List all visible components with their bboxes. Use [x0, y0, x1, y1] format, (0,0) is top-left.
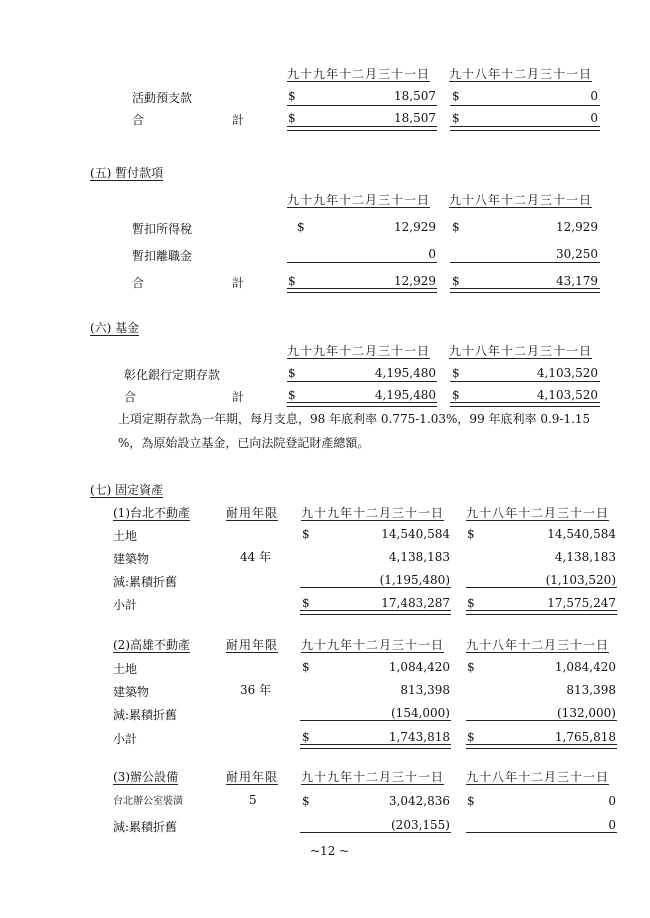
value-prev: 1,765,818 — [554, 730, 616, 744]
useful-life: 44 年 — [240, 550, 272, 564]
fund-note-line1: 上項定期存款為一年期，每月支息，98 年底利率 0.775-1.03%，99 年底利率 0.9-1.15 — [118, 412, 591, 426]
value-cur: 18,507 — [394, 89, 436, 103]
value-cur: 17,483,287 — [381, 596, 450, 610]
currency-symbol: $ — [302, 660, 310, 674]
value-cur: 1,743,818 — [388, 730, 450, 744]
value-prev: 4,138,183 — [554, 550, 616, 564]
currency-symbol: $ — [452, 366, 460, 380]
row-label: 土地 — [113, 529, 138, 543]
value-prev: 0 — [590, 89, 598, 103]
row-label: 減:累積折舊 — [113, 708, 178, 722]
value-prev: 1,084,420 — [554, 660, 616, 674]
value-prev: 43,179 — [556, 274, 598, 288]
currency-symbol: $ — [288, 366, 296, 380]
total-label-2: 計 — [232, 113, 245, 127]
currency-symbol: $ — [297, 220, 305, 234]
life-header: 耐用年限 — [226, 638, 279, 652]
useful-life: 5 — [249, 793, 257, 807]
total-double-rule — [287, 288, 437, 293]
currency-symbol: $ — [467, 596, 475, 610]
prepaid-col2-header: 九十八年十二月三十一日 — [449, 193, 593, 207]
page-number: ~12 ~ — [310, 844, 350, 858]
fund-col1-header: 九十九年十二月三十一日 — [287, 344, 431, 358]
total-double-rule — [287, 402, 437, 407]
subtotal-rule — [287, 105, 437, 106]
subtotal-rule — [300, 587, 451, 588]
total-label-2: 計 — [232, 390, 245, 404]
row-label: 暫扣離職金 — [132, 249, 193, 263]
fa-col1-header: 九十九年十二月三十一日 — [301, 770, 445, 784]
value-cur: 14,540,584 — [381, 527, 450, 541]
currency-symbol: $ — [467, 660, 475, 674]
total-double-rule — [450, 402, 600, 407]
subsection-title-office: (3)辦公設備 — [113, 770, 178, 784]
value-prev: 0 — [590, 111, 598, 125]
row-label: 活動預支款 — [132, 91, 193, 105]
row-label: 彰化銀行定期存款 — [124, 368, 221, 382]
total-double-rule — [287, 126, 437, 131]
life-header: 耐用年限 — [226, 506, 279, 520]
row-label: 減:累積折舊 — [113, 820, 178, 834]
total-label: 合 — [132, 113, 145, 127]
value-prev: 813,398 — [566, 683, 616, 697]
currency-symbol: $ — [452, 274, 460, 288]
subtotal-rule — [466, 832, 617, 833]
value-prev: 17,575,247 — [547, 596, 616, 610]
fa-col1-header: 九十九年十二月三十一日 — [301, 638, 445, 652]
life-header: 耐用年限 — [226, 770, 279, 784]
total-double-rule — [450, 126, 600, 131]
fund-note-line2: %，為原始設立基金，已向法院登記財產總額。 — [118, 436, 370, 450]
row-label: 小計 — [113, 598, 138, 612]
fund-col2-header: 九十八年十二月三十一日 — [449, 344, 593, 358]
useful-life: 36 年 — [240, 683, 272, 697]
currency-symbol: $ — [302, 527, 310, 541]
currency-symbol: $ — [288, 274, 296, 288]
value-cur: 4,138,183 — [388, 550, 450, 564]
currency-symbol: $ — [288, 388, 296, 402]
currency-symbol: $ — [467, 794, 475, 808]
subsection-title-kaohsiung: (2)高雄不動產 — [113, 638, 190, 652]
value-cur: 12,929 — [394, 274, 436, 288]
value-prev: 12,929 — [556, 220, 598, 234]
value-cur: 1,084,420 — [388, 660, 450, 674]
currency-symbol: $ — [302, 730, 310, 744]
total-label: 合 — [132, 276, 145, 290]
total-double-rule — [300, 744, 451, 749]
value-prev: (132,000) — [557, 706, 616, 720]
value-cur: 12,929 — [394, 220, 436, 234]
row-label: 減:累積折舊 — [113, 575, 178, 589]
value-prev: 4,103,520 — [536, 388, 598, 402]
currency-symbol: $ — [452, 89, 460, 103]
section-title-prepaid: (五) 暫付款項 — [90, 166, 164, 180]
prepaid-col1-header: 九十九年十二月三十一日 — [287, 193, 431, 207]
top-col2-header: 九十八年十二月三十一日 — [449, 67, 593, 81]
row-label: 台北辦公室裝潢 — [113, 796, 183, 807]
subtotal-rule — [450, 381, 600, 382]
fa-col1-header: 九十九年十二月三十一日 — [301, 506, 445, 520]
value-cur: (154,000) — [391, 706, 450, 720]
currency-symbol: $ — [302, 794, 310, 808]
fa-col2-header: 九十八年十二月三十一日 — [466, 770, 610, 784]
currency-symbol: $ — [452, 388, 460, 402]
value-cur: 18,507 — [394, 111, 436, 125]
subtotal-rule — [300, 720, 451, 721]
section-title-fund: (六) 基金 — [90, 321, 140, 335]
subtotal-rule — [300, 832, 451, 833]
subtotal-rule — [450, 105, 600, 106]
row-label: 土地 — [113, 662, 138, 676]
value-cur: 0 — [428, 247, 436, 261]
currency-symbol: $ — [452, 220, 460, 234]
value-prev: 0 — [608, 818, 616, 832]
currency-symbol: $ — [452, 111, 460, 125]
value-cur: 4,195,480 — [374, 366, 436, 380]
row-label: 建築物 — [113, 552, 150, 566]
currency-symbol: $ — [288, 89, 296, 103]
currency-symbol: $ — [302, 596, 310, 610]
value-cur: 3,042,836 — [388, 794, 450, 808]
total-double-rule — [450, 288, 600, 293]
total-double-rule — [466, 744, 617, 749]
value-cur: (203,155) — [391, 818, 450, 832]
total-double-rule — [466, 610, 617, 615]
subtotal-rule — [450, 262, 600, 263]
total-label-2: 計 — [232, 276, 245, 290]
row-label: 暫扣所得稅 — [132, 222, 193, 236]
subsection-title-taipei: (1)台北不動產 — [113, 506, 190, 520]
subtotal-rule — [466, 587, 617, 588]
row-label: 小計 — [113, 732, 138, 746]
currency-symbol: $ — [467, 730, 475, 744]
value-cur: 813,398 — [400, 683, 450, 697]
currency-symbol: $ — [288, 111, 296, 125]
total-label: 合 — [124, 390, 137, 404]
fa-col2-header: 九十八年十二月三十一日 — [466, 506, 610, 520]
section-title-fixed-assets: (七) 固定資產 — [90, 483, 164, 497]
value-prev: 0 — [608, 794, 616, 808]
value-prev: 14,540,584 — [547, 527, 616, 541]
value-prev: 4,103,520 — [536, 366, 598, 380]
total-double-rule — [300, 610, 451, 615]
fa-col2-header: 九十八年十二月三十一日 — [466, 638, 610, 652]
currency-symbol: $ — [467, 527, 475, 541]
subtotal-rule — [287, 262, 437, 263]
subtotal-rule — [287, 381, 437, 382]
top-col1-header: 九十九年十二月三十一日 — [287, 67, 431, 81]
row-label: 建築物 — [113, 685, 150, 699]
value-prev: 30,250 — [556, 247, 598, 261]
value-prev: (1,103,520) — [545, 573, 616, 587]
value-cur: 4,195,480 — [374, 388, 436, 402]
subtotal-rule — [466, 720, 617, 721]
value-cur: (1,195,480) — [379, 573, 450, 587]
